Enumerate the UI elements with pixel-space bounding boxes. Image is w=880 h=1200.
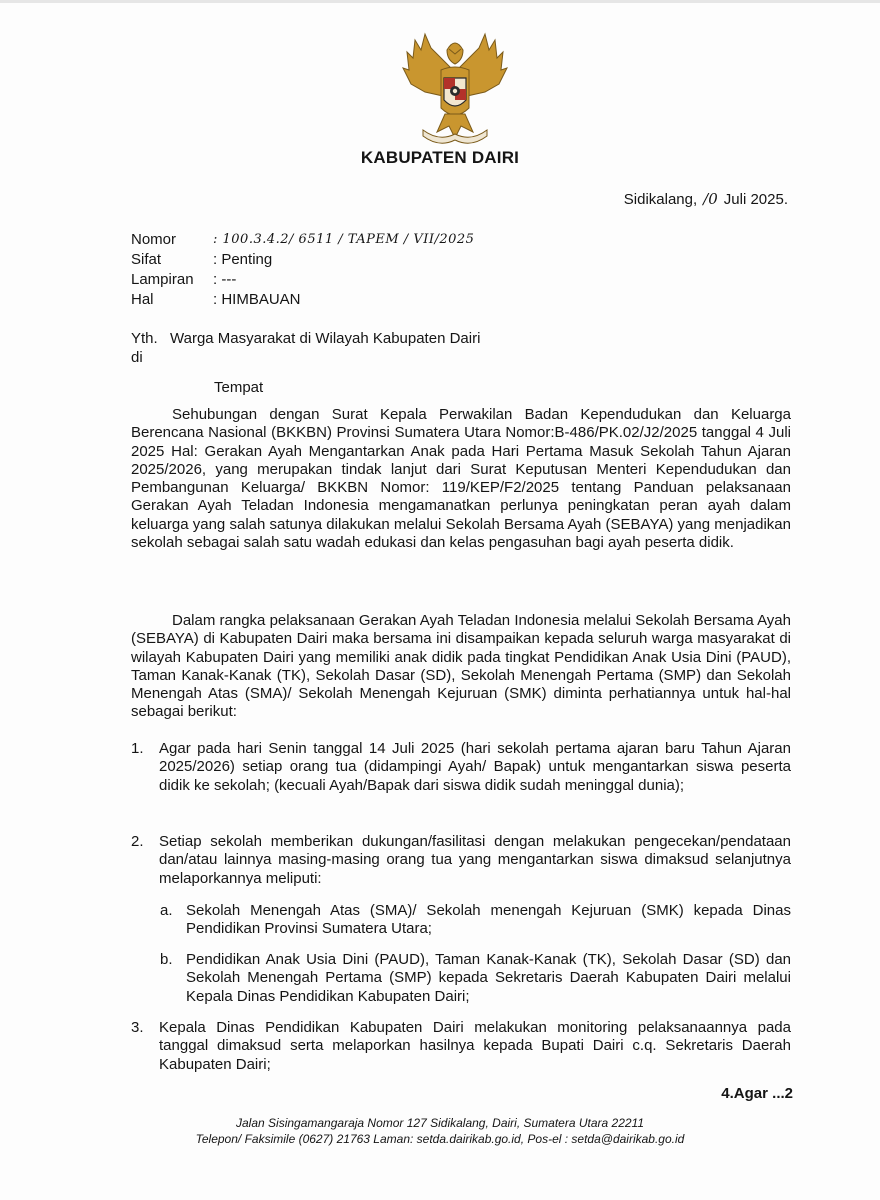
date-suffix: Juli 2025. [723, 191, 788, 208]
meta-row-hal [131, 290, 474, 310]
sub-item-text: Sekolah Menengah Atas (SMA)/ Sekolah menengah Kejuruan (SMK) kepada Dinas Pendidikan Provinsi Sumatera Utara; [186, 902, 791, 938]
meta-row-sifat [131, 250, 474, 270]
addressee-block [131, 329, 480, 397]
meta-label: Lampiran [131, 271, 194, 288]
list-item-3 [131, 1019, 791, 1074]
sub-item-a [160, 902, 791, 939]
paragraph-context: Dalam rangka pelaksanaan Gerakan Ayah Teladan Indonesia melalui Sekolah Bersama Ayah (SEBAYA) di Kabupaten Dairi maka bersama ini disampaikan kepada seluruh warga masyarakat di wilayah Kabupaten Dairi yang memiliki anak didik pada tingkat Pendidikan Anak Usia Dini (PAUD), Taman Kanak-Kanak (TK), Sekolah Dasar (SD), Sekolah Menengah Pertama (SMP) dan Sekolah Menengah Atas (SMA)/ Sekolah Menengah Kejuruan (SMK) diminta perhatiannya untuk hal-hal sebagai berikut: [131, 612, 791, 721]
addressee-tempat: Tempat [214, 379, 264, 396]
list-number: 3. [131, 1019, 144, 1036]
list-item-2 [131, 833, 791, 888]
meta-row-nomor [131, 230, 474, 250]
list-item-1 [131, 740, 791, 795]
meta-value-sifat: : Penting [213, 251, 273, 268]
addressee-line [131, 329, 480, 348]
paragraph-intro: Sehubungan dengan Surat Kepala Perwakilan Badan Kependudukan dan Keluarga Berencana Nasional (BKKBN) Provinsi Sumatera Utara Nomor:B-486/PK.02/J2/2025 tanggal 4 Juli 2025 Hal: Gerakan Ayah Mengantarkan Anak pada Hari Pertama Masuk Sekolah Tahun Ajaran 2025/2026, yang merupakan tindak lanjut dari Surat Keputusan Menteri Kependudukan dan Pembangunan Keluarga/ BKKBN Nomor: 119/KEP/F2/2025 tentang Panduan pelaksanaan Gerakan Ayah Teladan Indonesia mengamanatkan perlunya peningkatan peran ayah dalam keluarga yang salah satunya dilakukan melalui Sekolah Bersama Ayah (SEBAYA) yang menjadikan sekolah sebagai salah satu wadah edukasi dan kelas pengasuhan bagi ayah peserta didik. [131, 406, 791, 552]
meta-label: Nomor [131, 231, 177, 248]
date-prefix: Sidikalang, [623, 191, 698, 208]
meta-row-lampiran [131, 270, 474, 290]
addressee-di: di [131, 349, 143, 366]
garuda-emblem-icon [395, 30, 515, 145]
footer-contact: Telepon/ Faksimile (0627) 21763 Laman: setda.dairikab.go.id, Pos-el : setda@dairikab.go.id [195, 1132, 685, 1146]
list-number: 2. [131, 833, 144, 850]
sub-item-letter: a. [160, 902, 173, 919]
list-text: Setiap sekolah memberikan dukungan/fasilitasi dengan melakukan pengecekan/pendataan dan/atau lainnya masing-masing orang tua yang mengantarkan siswa dimaksud selanjutnya melaporkannya meliputi: [159, 833, 791, 887]
agency-title: KABUPATEN DAIRI [360, 148, 520, 167]
list-number: 1. [131, 740, 144, 757]
date-day-handwritten: /0 [703, 190, 718, 208]
next-page-marker: 4.Agar ...2 [721, 1085, 793, 1102]
meta-label: Sifat [131, 251, 162, 268]
sub-item-letter: b. [160, 951, 173, 968]
footer-address: Jalan Sisingamangaraja Nomor 127 Sidikalang, Dairi, Sumatera Utara 22211 [236, 1116, 644, 1130]
letter-meta [131, 230, 474, 310]
recipient: Warga Masyarakat di Wilayah Kabupaten Dairi [170, 330, 481, 347]
sub-item-b [160, 951, 791, 1006]
letter-footer [0, 1115, 880, 1147]
meta-value-lampiran: : --- [213, 271, 237, 288]
yth-label: Yth. [131, 330, 158, 347]
meta-value-nomor: : 100.3.4.2/ 6511 / TAPEM / VII/2025 [213, 232, 475, 247]
letter-date [624, 190, 788, 208]
sub-item-text: Pendidikan Anak Usia Dini (PAUD), Taman Kanak-Kanak (TK), Sekolah Dasar (SD) dan Sekolah Menengah Pertama (SMP) kepada Sekretaris Daerah Kabupaten Dairi melalui Kepala Dinas Pendidikan Kabupaten Dairi; [186, 951, 791, 1005]
list-text: Kepala Dinas Pendidikan Kabupaten Dairi melakukan monitoring pelaksanaannya pada tanggal dimaksud serta melaporkan hasilnya kepada Bupati Dairi c.q. Sekretaris Daerah Kabupaten Dairi; [159, 1019, 791, 1073]
list-text: Agar pada hari Senin tanggal 14 Juli 2025 (hari sekolah pertama ajaran baru Tahun Ajaran 2025/2026) setiap orang tua (didampingi Ayah/ Bapak) untuk mengantarkan siswa peserta didik ke sekolah; (kecuali Ayah/Bapak dari siswa didik sudah meninggal dunia); [159, 740, 791, 794]
meta-label: Hal [131, 291, 154, 308]
meta-value-hal: : HIMBAUAN [213, 291, 301, 308]
page-top-edge [0, 0, 880, 3]
